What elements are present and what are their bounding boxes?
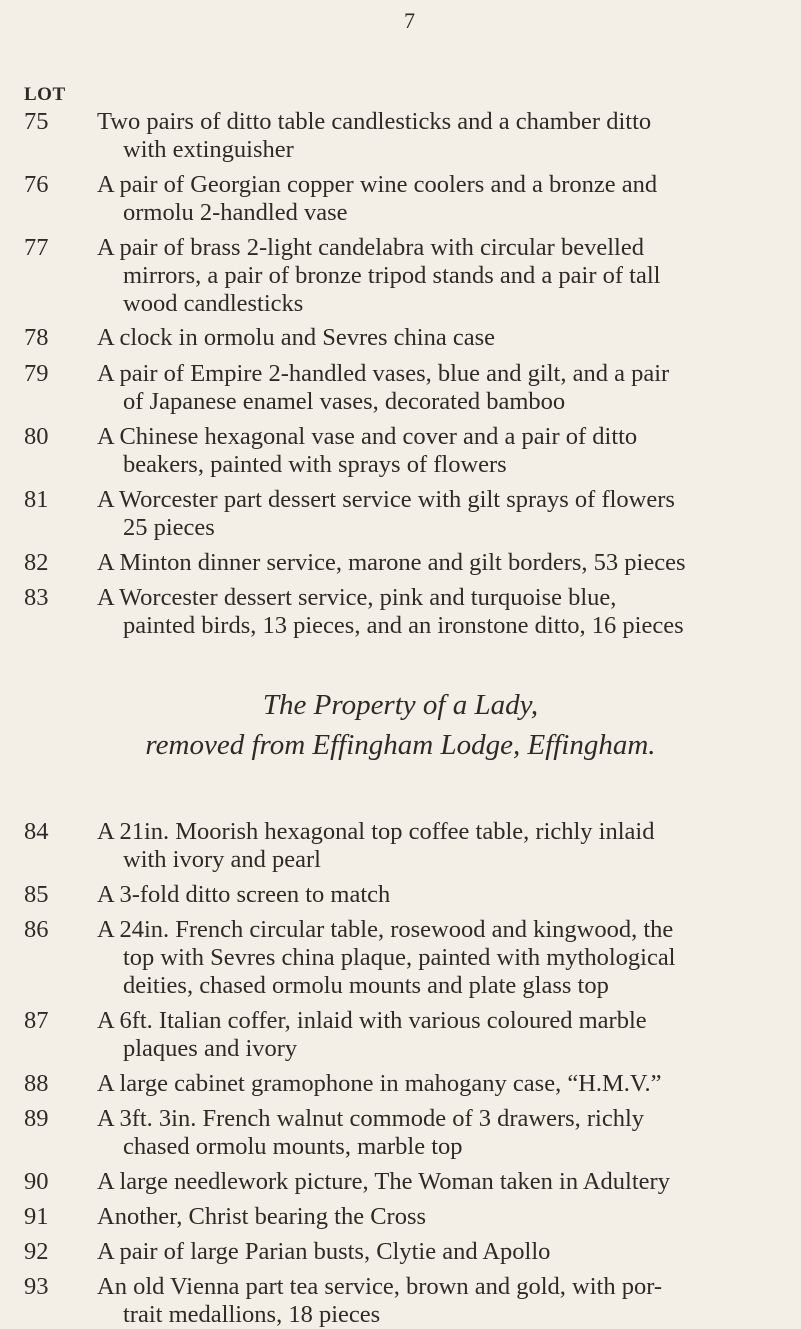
description-line: mirrors, a pair of bronze tripod stands and a pair of tall [123, 262, 661, 289]
lot-description [97, 549, 785, 577]
lot-description [97, 916, 785, 1000]
description-line: A 6ft. Italian coffer, inlaid with various coloured marble [97, 1007, 647, 1034]
lot-column-header: LOT [24, 84, 66, 105]
description-line: chased ormolu mounts, marble top [123, 1133, 463, 1160]
description-line: A pair of brass 2-light candelabra with circular bevelled [97, 234, 644, 261]
description-line: A pair of large Parian busts, Clytie and Apollo [97, 1238, 551, 1265]
description-line: beakers, painted with sprays of flowers [123, 451, 507, 478]
description-line: A 3-fold ditto screen to match [97, 881, 391, 908]
description-line: A Chinese hexagonal vase and cover and a pair of ditto [97, 423, 638, 450]
heading-line: removed from Effingham Lodge, Effingham. [145, 729, 656, 761]
description-line: A clock in ormolu and Sevres china case [97, 324, 496, 351]
lot-number: 84 [24, 818, 49, 845]
lot-description [97, 881, 785, 909]
lot-number: 86 [24, 916, 49, 943]
description-line: A pair of Empire 2-handled vases, blue and gilt, and a pair [97, 360, 670, 387]
lot-description [97, 1070, 785, 1098]
lot-number: 89 [24, 1105, 49, 1132]
lot-description [97, 1105, 785, 1161]
description-line: Another, Christ bearing the Cross [97, 1203, 427, 1230]
description-line: A Worcester part dessert service with gilt sprays of flowers [97, 486, 675, 513]
description-line: with extinguisher [123, 136, 294, 163]
description-line: A Minton dinner service, marone and gilt borders, 53 pieces [97, 549, 686, 576]
lot-number: 85 [24, 881, 49, 908]
lot-number: 93 [24, 1273, 49, 1300]
description-line: A large cabinet gramophone in mahogany case, “H.M.V.” [97, 1070, 662, 1097]
description-line: A pair of Georgian copper wine coolers and a bronze and [97, 171, 658, 198]
lot-number: 83 [24, 584, 49, 611]
lot-number: 91 [24, 1203, 49, 1230]
lot-number: 77 [24, 234, 49, 261]
description-line: wood candlesticks [123, 290, 304, 317]
description-line: A Worcester dessert service, pink and turquoise blue, [97, 584, 617, 611]
description-line: deities, chased ormolu mounts and plate glass top [123, 972, 609, 999]
lot-description [97, 324, 785, 352]
lot-number: 76 [24, 171, 49, 198]
lot-description [97, 108, 785, 164]
description-line: 25 pieces [123, 514, 215, 541]
lot-number: 82 [24, 549, 49, 576]
lot-number: 90 [24, 1168, 49, 1195]
description-line: A 21in. Moorish hexagonal top coffee table, richly inlaid [97, 818, 655, 845]
lot-description [97, 360, 785, 416]
description-line: with ivory and pearl [123, 846, 321, 873]
lot-description [97, 1273, 785, 1329]
description-line: trait medallions, 18 pieces [123, 1301, 381, 1328]
lot-number: 75 [24, 108, 49, 135]
lot-number: 81 [24, 486, 49, 513]
description-line: ormolu 2-handled vase [123, 199, 348, 226]
lot-description [97, 1203, 785, 1231]
lot-number: 80 [24, 423, 49, 450]
description-line: of Japanese enamel vases, decorated bamboo [123, 388, 566, 415]
description-line: plaques and ivory [123, 1035, 298, 1062]
page-number: 7 [404, 8, 415, 33]
lot-description [97, 1238, 785, 1266]
lot-number: 87 [24, 1007, 49, 1034]
description-line: Two pairs of ditto table candlesticks and a chamber ditto [97, 108, 652, 135]
description-line: painted birds, 13 pieces, and an ironstone ditto, 16 pieces [123, 612, 684, 639]
description-line: A large needlework picture, The Woman taken in Adultery [97, 1168, 670, 1195]
lot-number: 78 [24, 324, 49, 351]
lot-description [97, 486, 785, 542]
lot-description [97, 584, 785, 640]
lot-description [97, 1007, 785, 1063]
heading-line: The Property of a Lady, [262, 689, 539, 721]
lot-number: 88 [24, 1070, 49, 1097]
lot-description [97, 1168, 785, 1196]
lot-description [97, 818, 785, 874]
lot-description [97, 423, 785, 479]
lot-description [97, 171, 785, 227]
description-line: An old Vienna part tea service, brown and gold, with por- [97, 1273, 663, 1300]
description-line: A 24in. French circular table, rosewood and kingwood, the [97, 916, 674, 943]
lot-number: 92 [24, 1238, 49, 1265]
description-line: top with Sevres china plaque, painted with mythological [123, 944, 676, 971]
lot-description [97, 234, 785, 318]
description-line: A 3ft. 3in. French walnut commode of 3 drawers, richly [97, 1105, 645, 1132]
lot-number: 79 [24, 360, 49, 387]
